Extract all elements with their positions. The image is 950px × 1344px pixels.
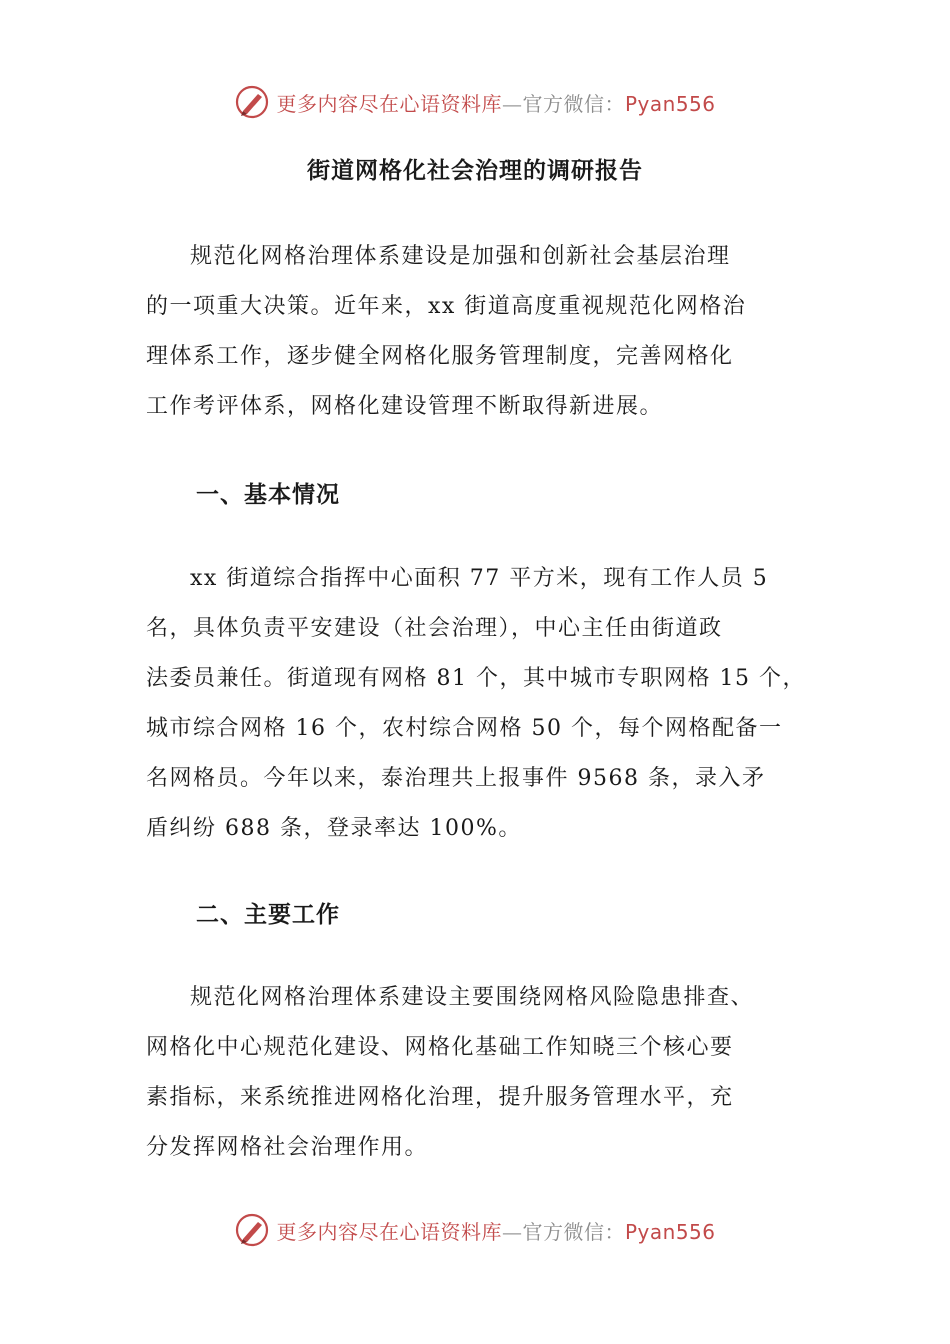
banner-main-text: 更多内容尽在心语资料库 bbox=[276, 1219, 502, 1244]
banner-dash: — bbox=[501, 1219, 523, 1244]
banner-text bbox=[276, 88, 715, 117]
banner-text bbox=[276, 1216, 715, 1245]
banner-wechat-id: Pyan556 bbox=[624, 1219, 716, 1244]
section-2-paragraph: 规范化网格治理体系建设主要围绕网格风险隐患排查、 网格化中心规范化建设、网格化基础工作知晓三个核心要 素指标，来系统推进网格化治理，提升服务管理水平，充 分发挥网格社会治理作用。 bbox=[146, 985, 755, 1160]
banner-dash: — bbox=[501, 91, 523, 116]
header-watermark-banner bbox=[0, 82, 950, 122]
footer-watermark-banner bbox=[0, 1210, 950, 1250]
banner-wechat-id: Pyan556 bbox=[624, 91, 716, 116]
section-1-paragraph: xx 街道综合指挥中心面积 77 平方米，现有工作人员 5 名，具体负责平安建设（社会治理），中心主任由街道政 法委员兼任。街道现有网格 81 个，其中城市专职网格 15 个， 城市综合网格 16 个，农村综合网格 50 个，每个网格配备一 名网格员。今年以来，泰治理共上报事件 9568 条，录入矛 盾纠纷 688 条，登录率达 100%。 bbox=[146, 566, 806, 841]
document-title: 街道网格化社会治理的调研报告 bbox=[307, 157, 643, 184]
pen-circle-logo-icon bbox=[234, 1212, 270, 1248]
pen-circle-logo-icon bbox=[234, 84, 270, 120]
banner-wechat-label: 官方微信： bbox=[522, 1219, 625, 1244]
banner-main-text: 更多内容尽在心语资料库 bbox=[276, 91, 502, 116]
section-1-heading: 一、基本情况 bbox=[196, 481, 340, 508]
intro-paragraph: 规范化网格治理体系建设是加强和创新社会基层治理 的一项重大决策。近年来，xx 街道高度重视规范化网格治 理体系工作，逐步健全网格化服务管理制度，完善网格化 工作考评体系，网格化建设管理不断取得新进展。 bbox=[146, 244, 747, 419]
section-2-heading: 二、主要工作 bbox=[196, 901, 340, 928]
banner-wechat-label: 官方微信： bbox=[522, 91, 625, 116]
